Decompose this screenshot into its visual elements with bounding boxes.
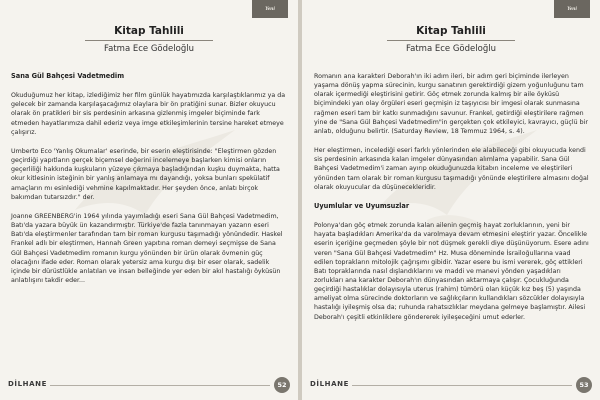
paragraph: Romanın ana karakteri Deborah'ın iki adım ileri, bir adım geri biçiminde ilerleyen yaşama dönüş yapma sürecinin, kurgu sanatının gerektirdiği gizem yoğunluğunu tam olarak içermediği eleştirisini getirir. Göç etmek zorunda kalmış bir aile öyküsü biçimindeki yan olay örgüleri eseri geçmişin iz taşıyıcısı bir imgesi olarak sunmasına rağmen eseri tam bir katkı sunmadığını savunur. Frankel, getirdiği eleştirilere rağmen yine de "Sana Gül Bahçesi Vadetmedim"in gerçekten çok etkileyici, kavrayıcı, güçlü bir anlatı, olduğunu belirtir. (Saturday Review, 18 Temmuz 1964, s. 4). — [314, 73, 588, 135]
right-content — [314, 72, 590, 332]
paragraph: Okuduğumuz her kitap, izlediğimiz her film günlük hayatımızda karşılaştıklarımız ya da gelecek bir zamanda karşılaşacağımız olaylara bir ön pratiğini sunar. Bizler okuyucu olarak ön pratikleri bir sis perdesinin arkasına gizlenmiş imgeler biçiminde fark etmeden hayatlarımıza dahil ederiz veya imge etkileşimlerinin tersine hareket etmeye çalışırız. — [11, 92, 286, 136]
page-title: Kitap Tahlili — [114, 25, 184, 37]
dilhane-logo: DİLHANE — [8, 380, 50, 388]
footer-divider — [336, 385, 572, 386]
right-page — [302, 0, 600, 400]
page-title: Kitap Tahlili — [416, 25, 486, 37]
author-name: Fatma Ece Gödeloğlu — [406, 44, 496, 54]
page-header — [0, 25, 298, 54]
page-number: 53 — [576, 377, 592, 393]
title-divider — [85, 40, 213, 41]
section-heading: Sana Gül Bahçesi Vadetmedim — [11, 72, 125, 80]
left-content — [11, 72, 287, 295]
author-name: Fatma Ece Gödeloğlu — [104, 44, 194, 54]
footer-divider — [34, 385, 270, 386]
paragraph: Joanne GREENBERG'in 1964 yılında yayımladığı eseri Sana Gül Bahçesi Vadetmedim, Batı'da yazara büyük ün kazandırmıştır. Türkiye'de fazla tanınmayan yazarın eseri Batı'da eleştirmenler tarafından tam bir roman kurgusu taşımadığı yönündedir. Haskel Frankel adlı bir eleştirmen, Hannah Green yapıtına roman demeyi seçmişse de Sana Gül Bahçesi Vadetmedim romanın kurgu yönünden bir ürün olarak övmenin güç olacağını ifade eder. Roman olarak yetersiz ama kurgu dışı bir eser olarak, sadelik içinde bir dürüstlükle anlatılan ve insan belleğinde yer eden bir akıl hastalığı öyküsün anlatılışını takdir eder... — [11, 212, 283, 284]
paragraph: Polonya'dan göç etmek zorunda kalan ailenin geçmiş hayat zorluklarının, yeni bir hayata başladıkları Amerika'da da varolmaya devam etmesini eleştirir yazar. Öncelikle eserin içeriğine geçmeden şöyle bir not düşmek gerekli diye düşünüyorum. Esere adını veren "Sana Gül Bahçesi Vadetmedim" Hz. Musa döneminde İsrailoğullarına vaad edilen toprakların mitolojik çağrışımı gibidir. Yazar esere bu ismi vererek, göç ettikleri Batı topraklarında nasıl dışlandıklarını ve maddi ve manevi yönden yaşadıkları zorlukları ana karakter Deborah'ın dünyasından aktarmaya çalışır. Çocukluğunda geçirdiği hastalıklar dolayısıyla uterus (rahim) tümörü olan küçük kız beş (5) yaşında ameliyat olma sürecinde doktorların ve sağlıkçıların kullandıkları sözcükler dolayısıyla hastalığı iyileşmiş olsa da; ruhunda rahatsızlıklar meydana gelmeye başlamıştır. Ailesi Deborah'ı çeşitli etkinliklere göndererek iyileşeceğini umut ederler. — [314, 222, 589, 321]
section-heading: Uyumlular ve Uyumsuzlar — [314, 201, 410, 210]
title-divider — [387, 40, 515, 41]
dilhane-logo: DİLHANE — [310, 380, 352, 388]
paragraph: Umberto Eco 'Yanlış Okumalar' eserinde, bir eserin eleştirisinde: "Eleştirmen gözden geçirdiği yapıtların gerçek biçemsel değerini incelemeye başlarken kimisi onların geçerliliği hakkında kuşkuların yüzeye çıkmaya başladığından kuşku duymakta, hatta okur kitlesinin isteğinin bir yanlış anlamaya mı dayandığı, yoksa bunları spekülatif amaçların mı esinlediği vehmine kapılmaktadır. Her şeyden önce, anlatı birçok bakımdan tutarsızdır." der. — [11, 147, 280, 201]
page-header — [302, 25, 600, 54]
paragraph: Her eleştirmen, incelediği eseri farklı yönlerinden ele alabileceği gibi okuyucuda kendi sis perdesinin arkasında kalan imgeler dünyasından alımlama yapabilir. Sana Gül Bahçesi Vadetmedim'i zaman ayırıp okuduğunuzda kitabın inceleme ve eleştirileri yönünden tam olarak bir roman kurgusu taşımadığı yönünde eleştirilere almasını doğal olarak okuyucular da düşünecekleridir. — [314, 147, 589, 191]
page-tab: Yeni — [554, 0, 590, 18]
page-tab: Yeni — [252, 0, 288, 18]
page-footer — [310, 377, 592, 393]
left-page — [0, 0, 298, 400]
page-footer — [8, 377, 290, 393]
page-number: 52 — [274, 377, 290, 393]
